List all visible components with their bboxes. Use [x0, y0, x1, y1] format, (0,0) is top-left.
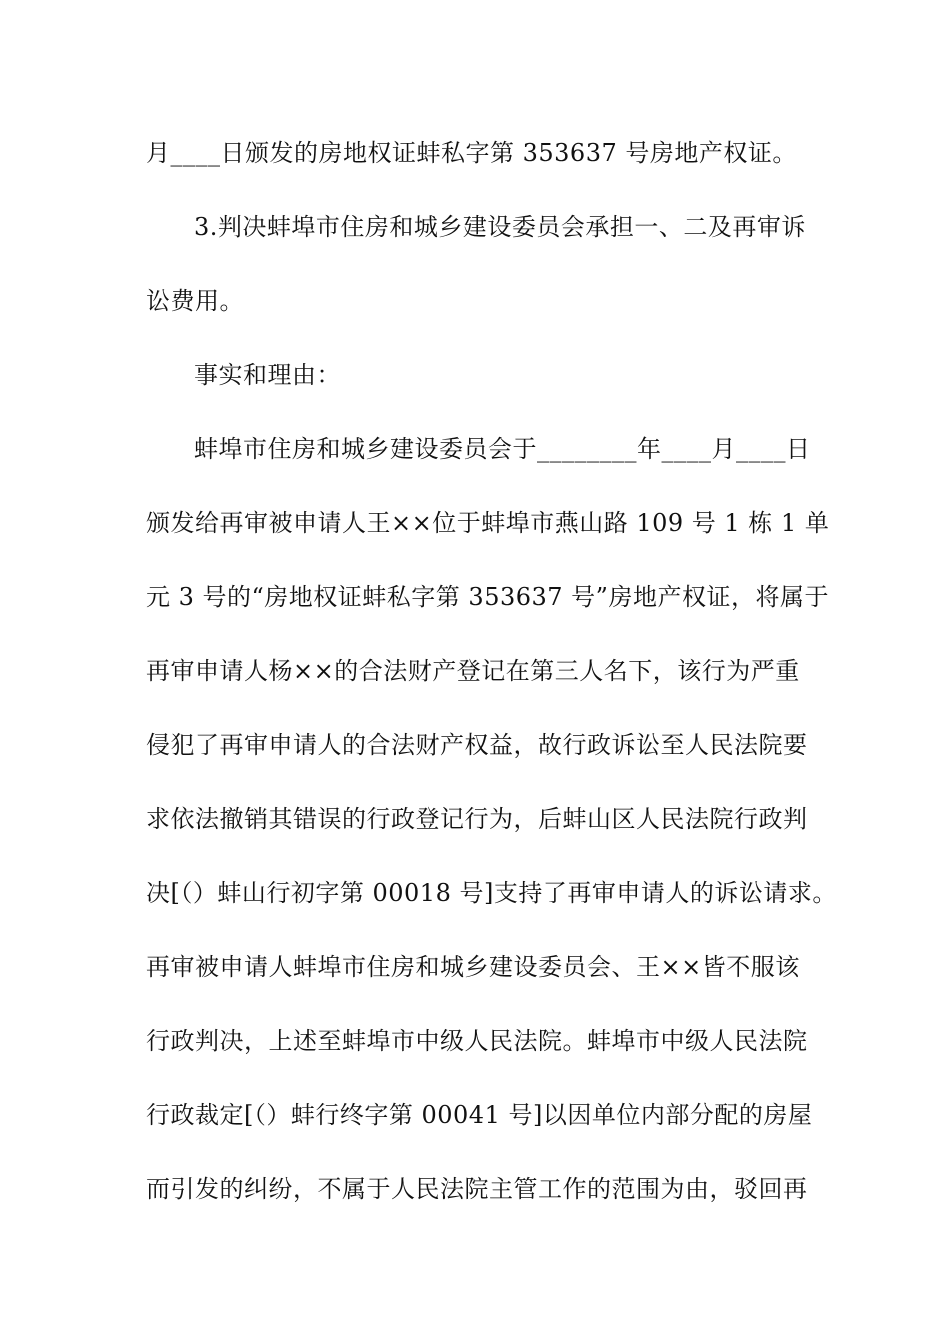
text-line: 3.判决蚌埠市住房和城乡建设委员会承担一、二及再审诉: [194, 213, 806, 241]
section-heading: 事实和理由：: [194, 361, 341, 389]
text-line: 侵犯了再审申请人的合法财产权益，故行政诉讼至人民法院要: [146, 731, 808, 759]
text-line: 讼费用。: [146, 287, 244, 315]
text-line: 行政裁定[（）蚌行终字第 00041 号]以因单位内部分配的房屋: [146, 1101, 813, 1129]
text-line: 求依法撤销其错误的行政登记行为，后蚌山区人民法院行政判: [146, 805, 808, 833]
text-line: 再审被申请人蚌埠市住房和城乡建设委员会、王××皆不服该: [146, 953, 800, 981]
text-line: 行政判决，上述至蚌埠市中级人民法院。蚌埠市中级人民法院: [146, 1027, 808, 1055]
text-line: 而引发的纠纷，不属于人民法院主管工作的范围为由，驳回再: [146, 1175, 808, 1203]
text-line: 蚌埠市住房和城乡建设委员会于________年____月____日: [194, 435, 811, 463]
text-line: 决[（）蚌山行初字第 00018 号]支持了再审申请人的诉讼请求。: [146, 879, 837, 907]
text-line: 月____日颁发的房地权证蚌私字第 353637 号房地产权证。: [146, 139, 797, 167]
text-line: 再审申请人杨××的合法财产登记在第三人名下，该行为严重: [146, 657, 800, 685]
text-line: 元 3 号的“房地权证蚌私字第 353637 号”房地产权证，将属于: [146, 583, 829, 611]
text-line: 颁发给再审被申请人王××位于蚌埠市燕山路 109 号 1 栋 1 单: [146, 509, 830, 537]
